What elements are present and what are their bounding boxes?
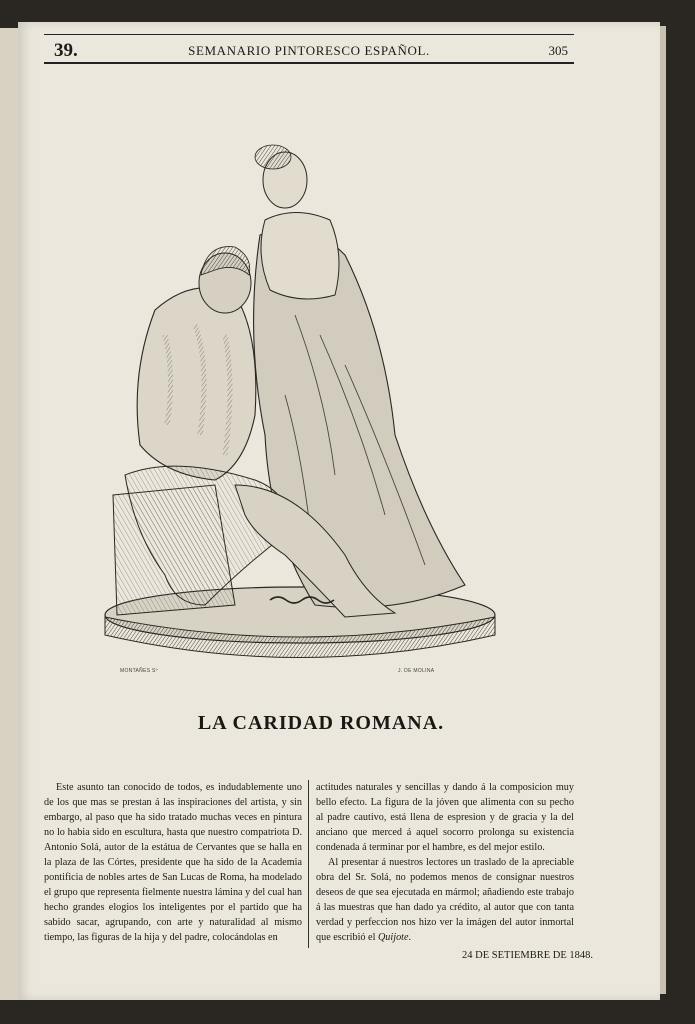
man-body bbox=[137, 288, 256, 480]
article-column-right bbox=[316, 780, 574, 945]
book-title: Quijote bbox=[377, 932, 409, 943]
paragraph: actitudes naturales y sencillas y dando á la composicion muy bello efecto. La figura de la jóven que alimenta con su pecho al padre cautivo, está llena de espresion y de gracia y la del anciano que merced á aquel socorro prolonga su existencia condenada á terminar por el hambre, es del mejor estilo. bbox=[316, 782, 574, 853]
page-edge-shadow bbox=[660, 26, 666, 994]
paragraph-text: Al presentar á nuestros lectores un traslado de la apreciable obra del Sr. Solá, no podemos menos de consignar nuestros deseos de que sea ejecutada en mármol; añadiendo este trabajo á las muestras que han dado ya crédito, al autor que con tanta verdad y perfeccion nos hizo ver la imágen del autor inmortal que escribió el bbox=[316, 857, 574, 943]
woman-hair-bun bbox=[255, 145, 291, 169]
article-title: LA CARIDAD ROMANA. bbox=[197, 712, 445, 734]
paragraph: Este asunto tan conocido de todos, es indudablemente uno de los que mas se prestan á las inspiraciones del artista, y sin embargo, al paso que ha sido tratado muchas veces en pintura no lo habia sido en escultura, hasta que nuestro compatriota D. Antonio Solá, autor de la estátua de Cervantes que se halla en la plaza de las Córtes, presidente que ha sido de la Academia pontificia de nobles artes de San Lucas de Roma, ha modelado el grupo que representa fielmente nuestra lámina y del cual han hecho grandes elogios los inteligentes por el partido que ha sabido sacar, agrupando, con arte y naturalidad al mismo tiempo, las figuras de la hija y del padre, colocándolas en bbox=[44, 782, 302, 943]
paragraph bbox=[316, 855, 574, 945]
issue-number: 39. bbox=[54, 40, 78, 61]
issue-date: 24 DE SETIEMBRE DE 1848. bbox=[462, 950, 593, 961]
page-header bbox=[44, 32, 574, 66]
article-column-left bbox=[44, 780, 302, 945]
column-divider bbox=[308, 780, 309, 948]
woman-torso bbox=[261, 213, 339, 300]
header-rule-bottom bbox=[44, 62, 574, 64]
engraver-credit-left: MONTAÑES Sº bbox=[120, 668, 158, 674]
page-number: 305 bbox=[548, 43, 568, 58]
masthead: SEMANARIO PINTORESCO ESPAÑOL. bbox=[188, 43, 430, 58]
engraver-credit-right: J. DE MOLINA bbox=[398, 668, 435, 674]
paragraph-end: . bbox=[408, 932, 412, 943]
header-rule-top bbox=[44, 34, 574, 35]
statue-engraving bbox=[95, 135, 535, 695]
